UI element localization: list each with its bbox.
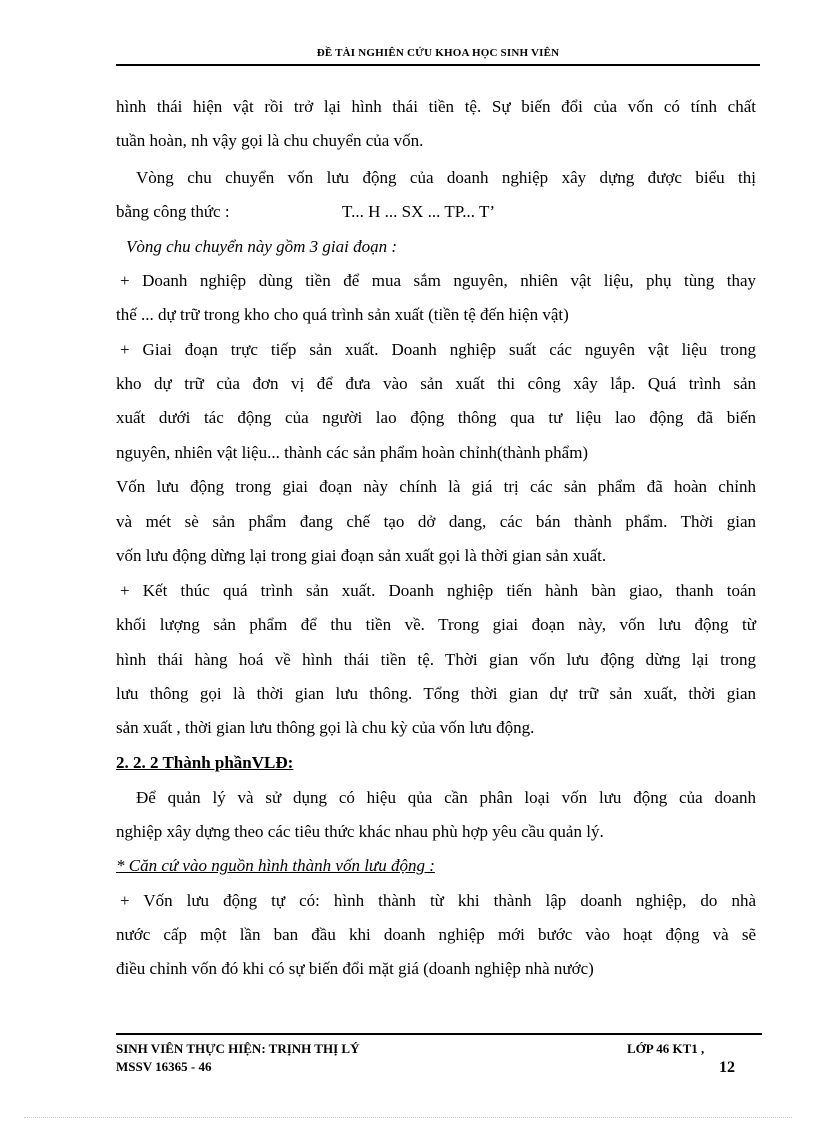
body-line: Vòng chu chuyển vốn lưu động của doanh nghiệp xây dựng được biểu thị — [136, 168, 756, 187]
body-line: hình thái hiện vật rồi trở lại hình thái tiền tệ. Sự biến đổi của vốn có tính chất — [116, 97, 756, 116]
body-line: + Kết thúc quá trình sản xuất. Doanh nghiệp tiến hành bàn giao, thanh toán — [120, 581, 756, 600]
body-line: tuần hoàn, nh vậy gọi là chu chuyển của vốn. — [116, 131, 424, 150]
body-line: + Vốn lưu động tự có: hình thành từ khi thành lập doanh nghiệp, do nhà — [120, 891, 756, 910]
page-number: 12 — [719, 1059, 735, 1076]
footer-student: SINH VIÊN THỰC HIỆN: TRỊNH THỊ LÝ — [116, 1041, 360, 1056]
header-title: ĐỀ TÀI NGHIÊN CỨU KHOA HỌC SINH VIÊN — [316, 47, 560, 59]
footer-class: LỚP 46 KT1 , — [627, 1041, 705, 1056]
body-line: khối lượng sản phẩm để thu tiền về. Trong giai đoạn này, vốn lưu động từ — [116, 615, 756, 634]
body-line: nghiệp xây dựng theo các tiêu thức khác nhau phù hợp yêu cầu quản lý. — [116, 822, 604, 841]
formula-line — [116, 202, 756, 222]
subheading: * Căn cứ vào nguồn hình thành vốn lưu động : — [116, 856, 435, 875]
body-line: Để quản lý và sử dụng có hiệu qủa cần phân loại vốn lưu động của doanh — [136, 788, 756, 807]
formula-label: bằng công thức : — [116, 202, 230, 221]
footer-mssv: MSSV 16365 - 46 — [116, 1059, 212, 1074]
body-line: Vòng chu chuyển này gồm 3 giai đoạn : — [126, 237, 397, 256]
body-line: + Doanh nghiệp dùng tiền để mua sắm nguyên, nhiên vật liệu, phụ tùng thay — [120, 271, 756, 290]
body-line: Vốn lưu động trong giai đoạn này chính là giá trị các sản phẩm đã hoàn chỉnh — [116, 477, 756, 496]
body-line: điều chỉnh vốn đó khi có sự biến đổi mặt giá (doanh nghiệp nhà nước) — [116, 959, 594, 978]
body-line: sản xuất , thời gian lưu thông gọi là chu kỳ của vốn lưu động. — [116, 718, 535, 737]
page-edge — [24, 1117, 792, 1118]
body-line: kho dự trữ của đơn vị để đưa vào sản xuất thi công xây lắp. Quá trình sản — [116, 374, 756, 393]
body-line: xuất dưới tác động của người lao động thông qua tư liệu lao động đã biến — [116, 408, 756, 427]
body-line: lưu thông gọi là thời gian lưu thông. Tổng thời gian dự trữ sản xuất, thời gian — [116, 684, 756, 703]
formula: T... H ... SX ... TP... T’ — [342, 202, 496, 221]
body-line: và mét sè sản phẩm đang chế tạo dở dang, các bán thành phẩm. Thời gian — [116, 512, 756, 531]
body-line: + Giai đoạn trực tiếp sản xuất. Doanh nghiệp suất các nguyên vật liệu trong — [120, 340, 756, 359]
section-heading: 2. 2. 2 Thành phầnVLĐ: — [116, 753, 294, 772]
header-rule — [116, 64, 760, 66]
body-line: nguyên, nhiên vật liệu... thành các sản phẩm hoàn chỉnh(thành phẩm) — [116, 443, 589, 462]
body-line: hình thái hàng hoá về hình thái tiền tệ. Thời gian vốn lưu động dừng lại trong — [116, 650, 756, 669]
body-line: thế ... dự trữ trong kho cho quá trình sản xuất (tiền tệ đến hiện vật) — [116, 305, 569, 324]
body-line: vốn lưu động dừng lại trong giai đoạn sản xuất gọi là thời gian sản xuất. — [116, 546, 607, 565]
footer-rule — [116, 1033, 762, 1035]
body-line: nước cấp một lần ban đầu khi doanh nghiệp mới bước vào hoạt động và sẽ — [116, 925, 756, 944]
